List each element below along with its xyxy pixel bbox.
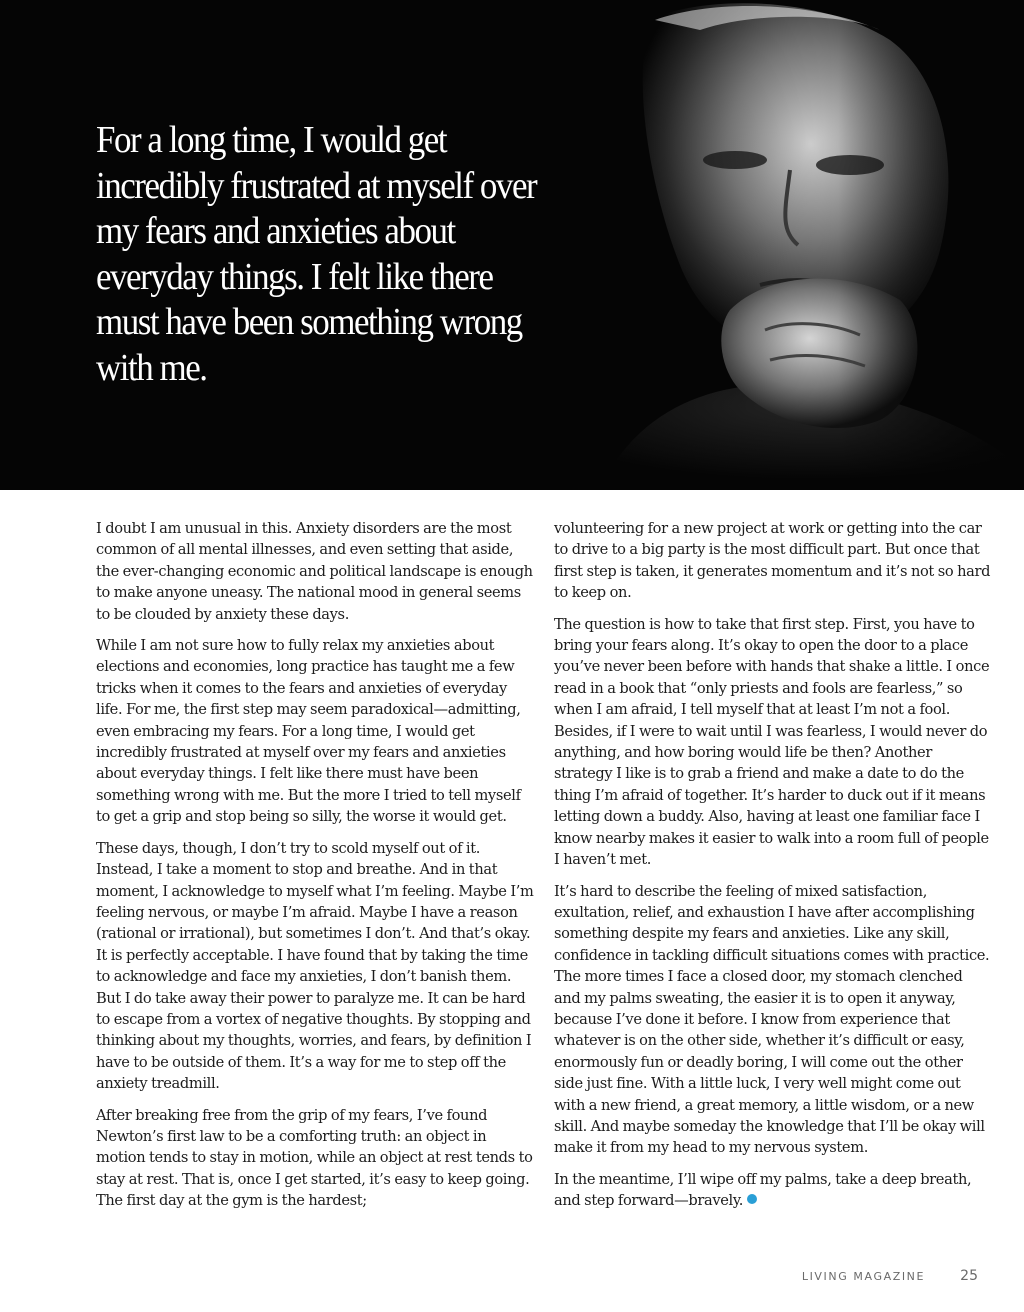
hero-banner	[0, 0, 1024, 490]
paragraph: After breaking free from the grip of my fears, I’ve found Newton’s first law to be a comforting truth: an object in motion tends to stay in motion, while an object at rest tends to stay at rest. That is, once I get started, it’s easy to keep going. The first day at the gym is the hardest;	[96, 1106, 533, 1210]
portrait-photo	[560, 0, 1024, 490]
paragraph-final	[554, 1169, 992, 1212]
end-mark-icon	[747, 1194, 757, 1204]
paragraph: While I am not sure how to fully relax my anxieties about elections and economies, long practice has taught me a few tricks when it comes to the fears and anxieties of everyday life. For me, the first step may seem paradoxical—admitting, even embracing my fears. For a long time, I would get incredibly frustrated at myself over my fears and anxieties about everyday things. I felt like there must have been something wrong with me. But the more I tried to tell myself to get a grip and stop being so silly, the worse it would get.	[96, 637, 521, 826]
paragraph: I doubt I am unusual in this. Anxiety disorders are the most common of all mental illnesses, and even setting that aside, the ever-changing economic and political landscape is enough to make anyone uneasy. The national mood in general seems to be clouded by anxiety these days.	[96, 520, 533, 623]
paragraph: The question is how to take that first step. First, you have to bring your fears along. It’s okay to open the door to a place you’ve never been before with hands that shake a little. I once read in a book that “only priests and fools are fearless,” so when I am afraid, I tell myself that at least I’m not a fool. Besides, if I were to wait until I was fearless, I would never do anything, and how boring would life be then? Another strategy I like is to grab a friend and make a date to do the thing I’m afraid of together. It’s harder to duck out if it means letting down a buddy. Also, having at least one familiar face I know nearby makes it easier to walk into a room full of people I haven’t met.	[554, 615, 990, 869]
article-column-right	[554, 518, 992, 1222]
magazine-name: LIVING MAGAZINE	[801, 1270, 926, 1283]
pull-quote: For a long time, I would get incredibly frustrated at myself over my fears and anxieties about everyday things. I felt like there must have been something wrong with me.	[96, 119, 537, 389]
paragraph-final-text: In the meantime, I’ll wipe off my palms, take a deep breath, and step forward—bravely.	[554, 1170, 972, 1210]
paragraph: It’s hard to describe the feeling of mixed satisfaction, exultation, relief, and exhaustion I have after accomplishing something despite my fears and anxieties. Like any skill, confidence in tackling difficult situations comes with practice. The more times I face a closed door, my stomach clenched and my palms sweating, the easier it is to open it anyway, because I’ve done it before. I know from experience that whatever is on the other side, whether it’s difficult or easy, enormously fun or deadly boring, I will come out the other side just fine. With a little luck, I very well might come out with a new friend, a great memory, a little wisdom, or a new skill. And maybe someday the knowledge that I’ll be okay will make it from my head to my nervous system.	[554, 882, 990, 1157]
page-number: 25	[960, 1268, 978, 1284]
paragraph: volunteering for a new project at work or getting into the car to drive to a big party is the most difficult part. But once that first step is taken, it generates momentum and it’s not so hard to keep on.	[554, 520, 991, 602]
paragraph: These days, though, I don’t try to scold myself out of it. Instead, I take a moment to stop and breathe. And in that moment, I acknowledge to myself what I’m feeling. Maybe I’m feeling nervous, or maybe I’m afraid. Maybe I have a reason (rational or irrational), but sometimes I don’t. And that’s okay. It is perfectly acceptable. I have found that by taking the time to acknowledge and face my anxieties, I don’t banish them. But I do take away their power to paralyze me. It can be hard to escape from a vortex of negative thoughts. By stopping and thinking about my thoughts, worries, and fears, by definition I have to be outside of them. It’s a way for me to step off the anxiety treadmill.	[96, 839, 534, 1093]
page-footer	[802, 1265, 978, 1284]
article-column-left	[96, 518, 534, 1222]
